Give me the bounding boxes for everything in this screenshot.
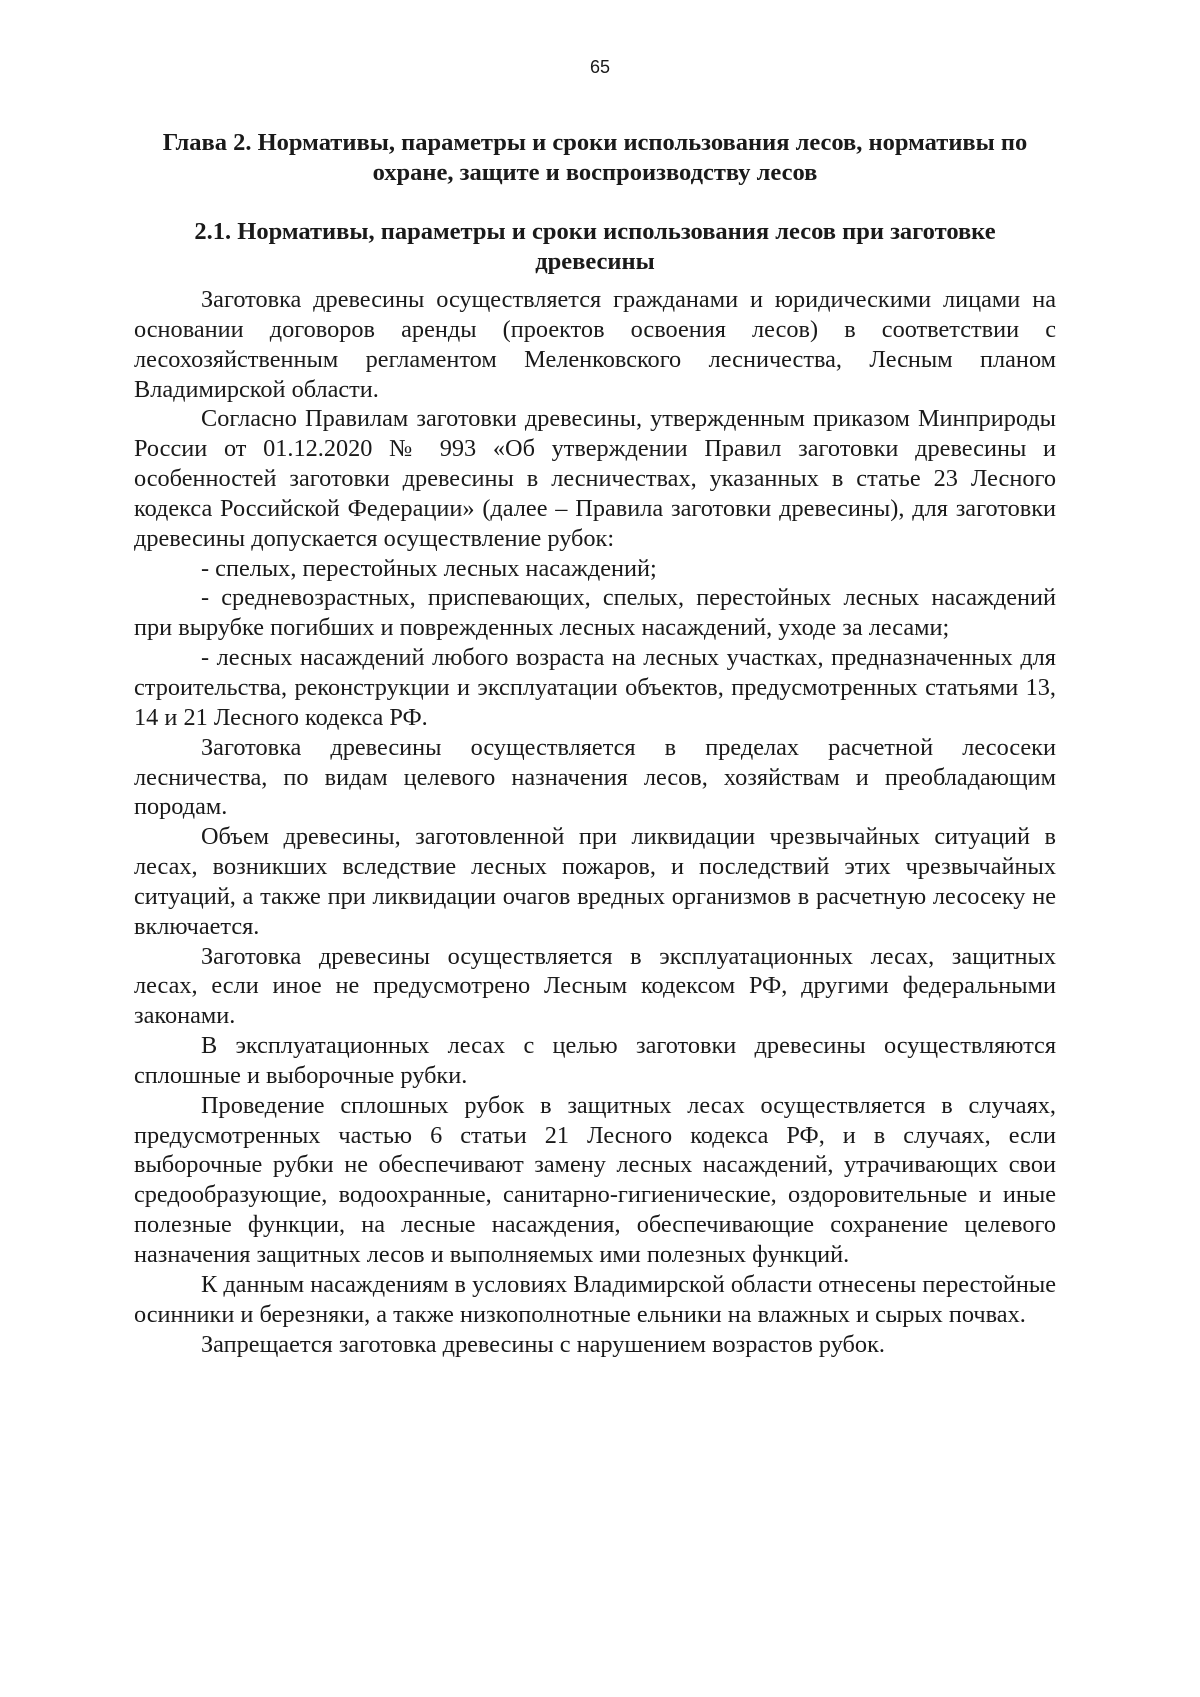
list-item-mature-stands: - спелых, перестойных лесных насаждений; bbox=[201, 554, 657, 582]
body-text bbox=[134, 285, 1056, 1359]
paragraph-allowable-cut: Заготовка древесины осуществляется в пределах расчетной лесосеки лесничества, по видам целевого назначения лесов, хозяйствам и преобладающим породам. bbox=[134, 733, 1056, 821]
paragraph-stand-types: К данным насаждениям в условиях Владимирской области отнесены перестойные осинники и березняки, а также низкополнотные ельники на влажных и сырых почвах. bbox=[134, 1270, 1056, 1328]
paragraph-harvesting-rules: Согласно Правилам заготовки древесины, утвержденным приказом Минприроды России от 01.12.2020 № 993 «Об утверждении Правил заготовки древесины и особенностей заготовки древесины в лесничествах, указанных в статье 23 Лесного кодекса Российской Федерации» (далее – Правила заготовки древесины), для заготовки древесины допускается осуществление рубок: bbox=[134, 405, 1056, 552]
paragraph-prohibition: Запрещается заготовка древесины с нарушением возрастов рубок. bbox=[201, 1330, 885, 1358]
page-number: 65 bbox=[589, 57, 611, 77]
paragraph-emergency-volume: Объем древесины, заготовленной при ликвидации чрезвычайных ситуаций в лесах, возникших вследствие лесных пожаров, и последствий этих чрезвычайных ситуаций, а также при ликвидации очагов вредных организмов в расчетную лесосеку не включается. bbox=[134, 823, 1056, 940]
section-title: 2.1. Нормативы, параметры и сроки использования лесов при заготовке древесины bbox=[194, 218, 996, 275]
paragraph-harvesting-basis: Заготовка древесины осуществляется гражданами и юридическими лицами на основании договоров аренды (проектов освоения лесов) в соответствии с лесохозяйственным регламентом Меленковского лесничества, Лесным планом Владимирской области. bbox=[134, 286, 1056, 403]
paragraph-forest-categories: Заготовка древесины осуществляется в эксплуатационных лесах, защитных лесах, если иное не предусмотрено Лесным кодексом РФ, другими федеральными законами. bbox=[134, 942, 1056, 1030]
chapter-title: Глава 2. Нормативы, параметры и сроки использования лесов, нормативы по охране, защите и воспроизводству лесов bbox=[162, 129, 1028, 186]
paragraph-exploitation-forests: В эксплуатационных лесах с целью заготовки древесины осуществляются сплошные и выборочные рубки. bbox=[134, 1032, 1056, 1089]
list-item-any-age-stands: - лесных насаждений любого возраста на лесных участках, предназначенных для строительства, реконструкции и эксплуатации объектов, предусмотренных статьями 13, 14 и 21 Лесного кодекса РФ. bbox=[134, 644, 1056, 731]
list-item-middle-aged-stands: - средневозрастных, приспевающих, спелых, перестойных лесных насаждений при вырубке погибших и поврежденных лесных насаждений, уходе за лесами; bbox=[134, 584, 1056, 642]
paragraph-clear-cutting: Проведение сплошных рубок в защитных лесах осуществляется в случаях, предусмотренных частью 6 статьи 21 Лесного кодекса РФ, и в случаях, если выборочные рубки не обеспечивают замену лесных насаждений, утрачивающих свои средообразующие, водоохранные, санитарно-гигиенические, оздоровительные и иные полезные функции, на лесные насаждения, обеспечивающие сохранение целевого назначения защитных лесов и выполняемых ими полезных функций. bbox=[134, 1091, 1056, 1268]
